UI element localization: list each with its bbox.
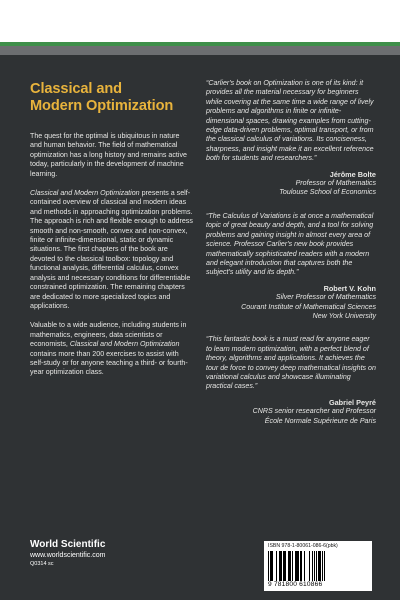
review-attribution [206,284,376,322]
review [206,335,376,426]
reviewer-affiliation: École Normale Supérieure de Paris [264,416,376,425]
barcode-bar [325,551,327,581]
description-paragraph-2 [30,189,193,311]
publisher-url: www.worldscientific.com [30,552,106,559]
barcode-box [264,541,372,591]
review [206,212,376,321]
reviewer-name: Gabriel Peyré [328,397,376,407]
description-paragraph-3 [30,321,193,377]
review-attribution [206,170,376,198]
reviewer-role: CNRS senior researcher and Professor [252,407,376,416]
barcode-digits: 9 781800 610866 [268,581,323,588]
book-title [30,81,193,114]
review [206,79,376,198]
inline-book-title: Classical and Modern Optimization [30,189,140,198]
review-quote: “The Calculus of Variations is at once a mathematical topic of great beauty and depth, and a tool for solving problems and gaining insight in almost every area of science. Professor Carlier's new book provides mathematically sophisticated readers with a modern and elegant introduction that captures both the subject's utility and its depth.” [206,211,374,277]
reviewer-university: New York University [312,311,376,320]
reviewer-affiliation: Courant Institute of Mathematical Sciences [241,302,376,311]
review-quote: “This fantastic book is a must read for anyone eager to learn modern optimization, with a perfect blend of theory, algorithms and applications. It achieves the tour de force to convey deep mathematical insights on variational calculus and showcase illuminating practical cases.” [206,335,376,391]
grey-accent-line [0,46,400,55]
top-white-band [0,0,400,40]
reviewer-name: Robert V. Kohn [323,283,376,293]
product-code: Q0314 sc [30,561,54,567]
paragraph-2-text: presents a self-contained overview of classical and modern ideas and methods in approaching optimization problems. The approach is rich and flexible enough to address smooth and non-smooth, convex and non-convex, finite or infinite-dimensional, static or dynamic situations. The first chapters of the book are devoted to the classical toolbox: topology and functional analysis, differential calculus, convex analysis and necessary conditions for differentiable constrained optimization. The remaining chapters are dedicated to more specialized topics and applications. [30,189,193,310]
paragraph-3-start: Valuable to a wide audience, including students in mathematics, engineers, data scientists or economists, [30,321,187,349]
reviewer-name: Jérôme Bolte [329,169,376,179]
review-quote: “Carlier's book on Optimization is one of its kind: it provides all the material necessary for beginners while covering at the same time a wide range of lively problems and algorithms in finite or infinite-dimensional spaces, drawing examples from cutting-edge data-driven problems, optimal transport, or from the classical calculus of variations. Its conciseness, sharpness, and insight make it an excellent reference both for students and researchers.” [206,79,374,163]
isbn-label: ISBN 978-1-80061-086-6(pbk) [268,543,338,549]
publisher-name: World Scientific [30,539,106,550]
publisher-block [30,539,105,568]
barcode-icon [268,551,368,581]
reviewer-role: Professor of Mathematics [295,179,376,188]
inline-book-title: Classical and Modern Optimization [69,340,180,349]
paragraph-3-text: contains more than 200 exercises to assist with self-study or for anyone teaching a third- or fourth-year optimization class. [30,349,188,377]
description-paragraph-1: The quest for the optimal is ubiquitous in nature and human behavior. The field of mathematical optimization has a long history and remains active today, particularly in the development of machine learning. [30,132,187,178]
reviewer-role: Silver Professor of Mathematics [275,293,376,302]
title-line-2: Modern Optimization [30,97,174,114]
description-column [30,81,193,388]
reviews-column [206,79,376,440]
title-line-1: Classical and [30,81,122,97]
review-attribution [206,398,376,426]
reviewer-affiliation: Toulouse School of Economics [279,188,376,197]
